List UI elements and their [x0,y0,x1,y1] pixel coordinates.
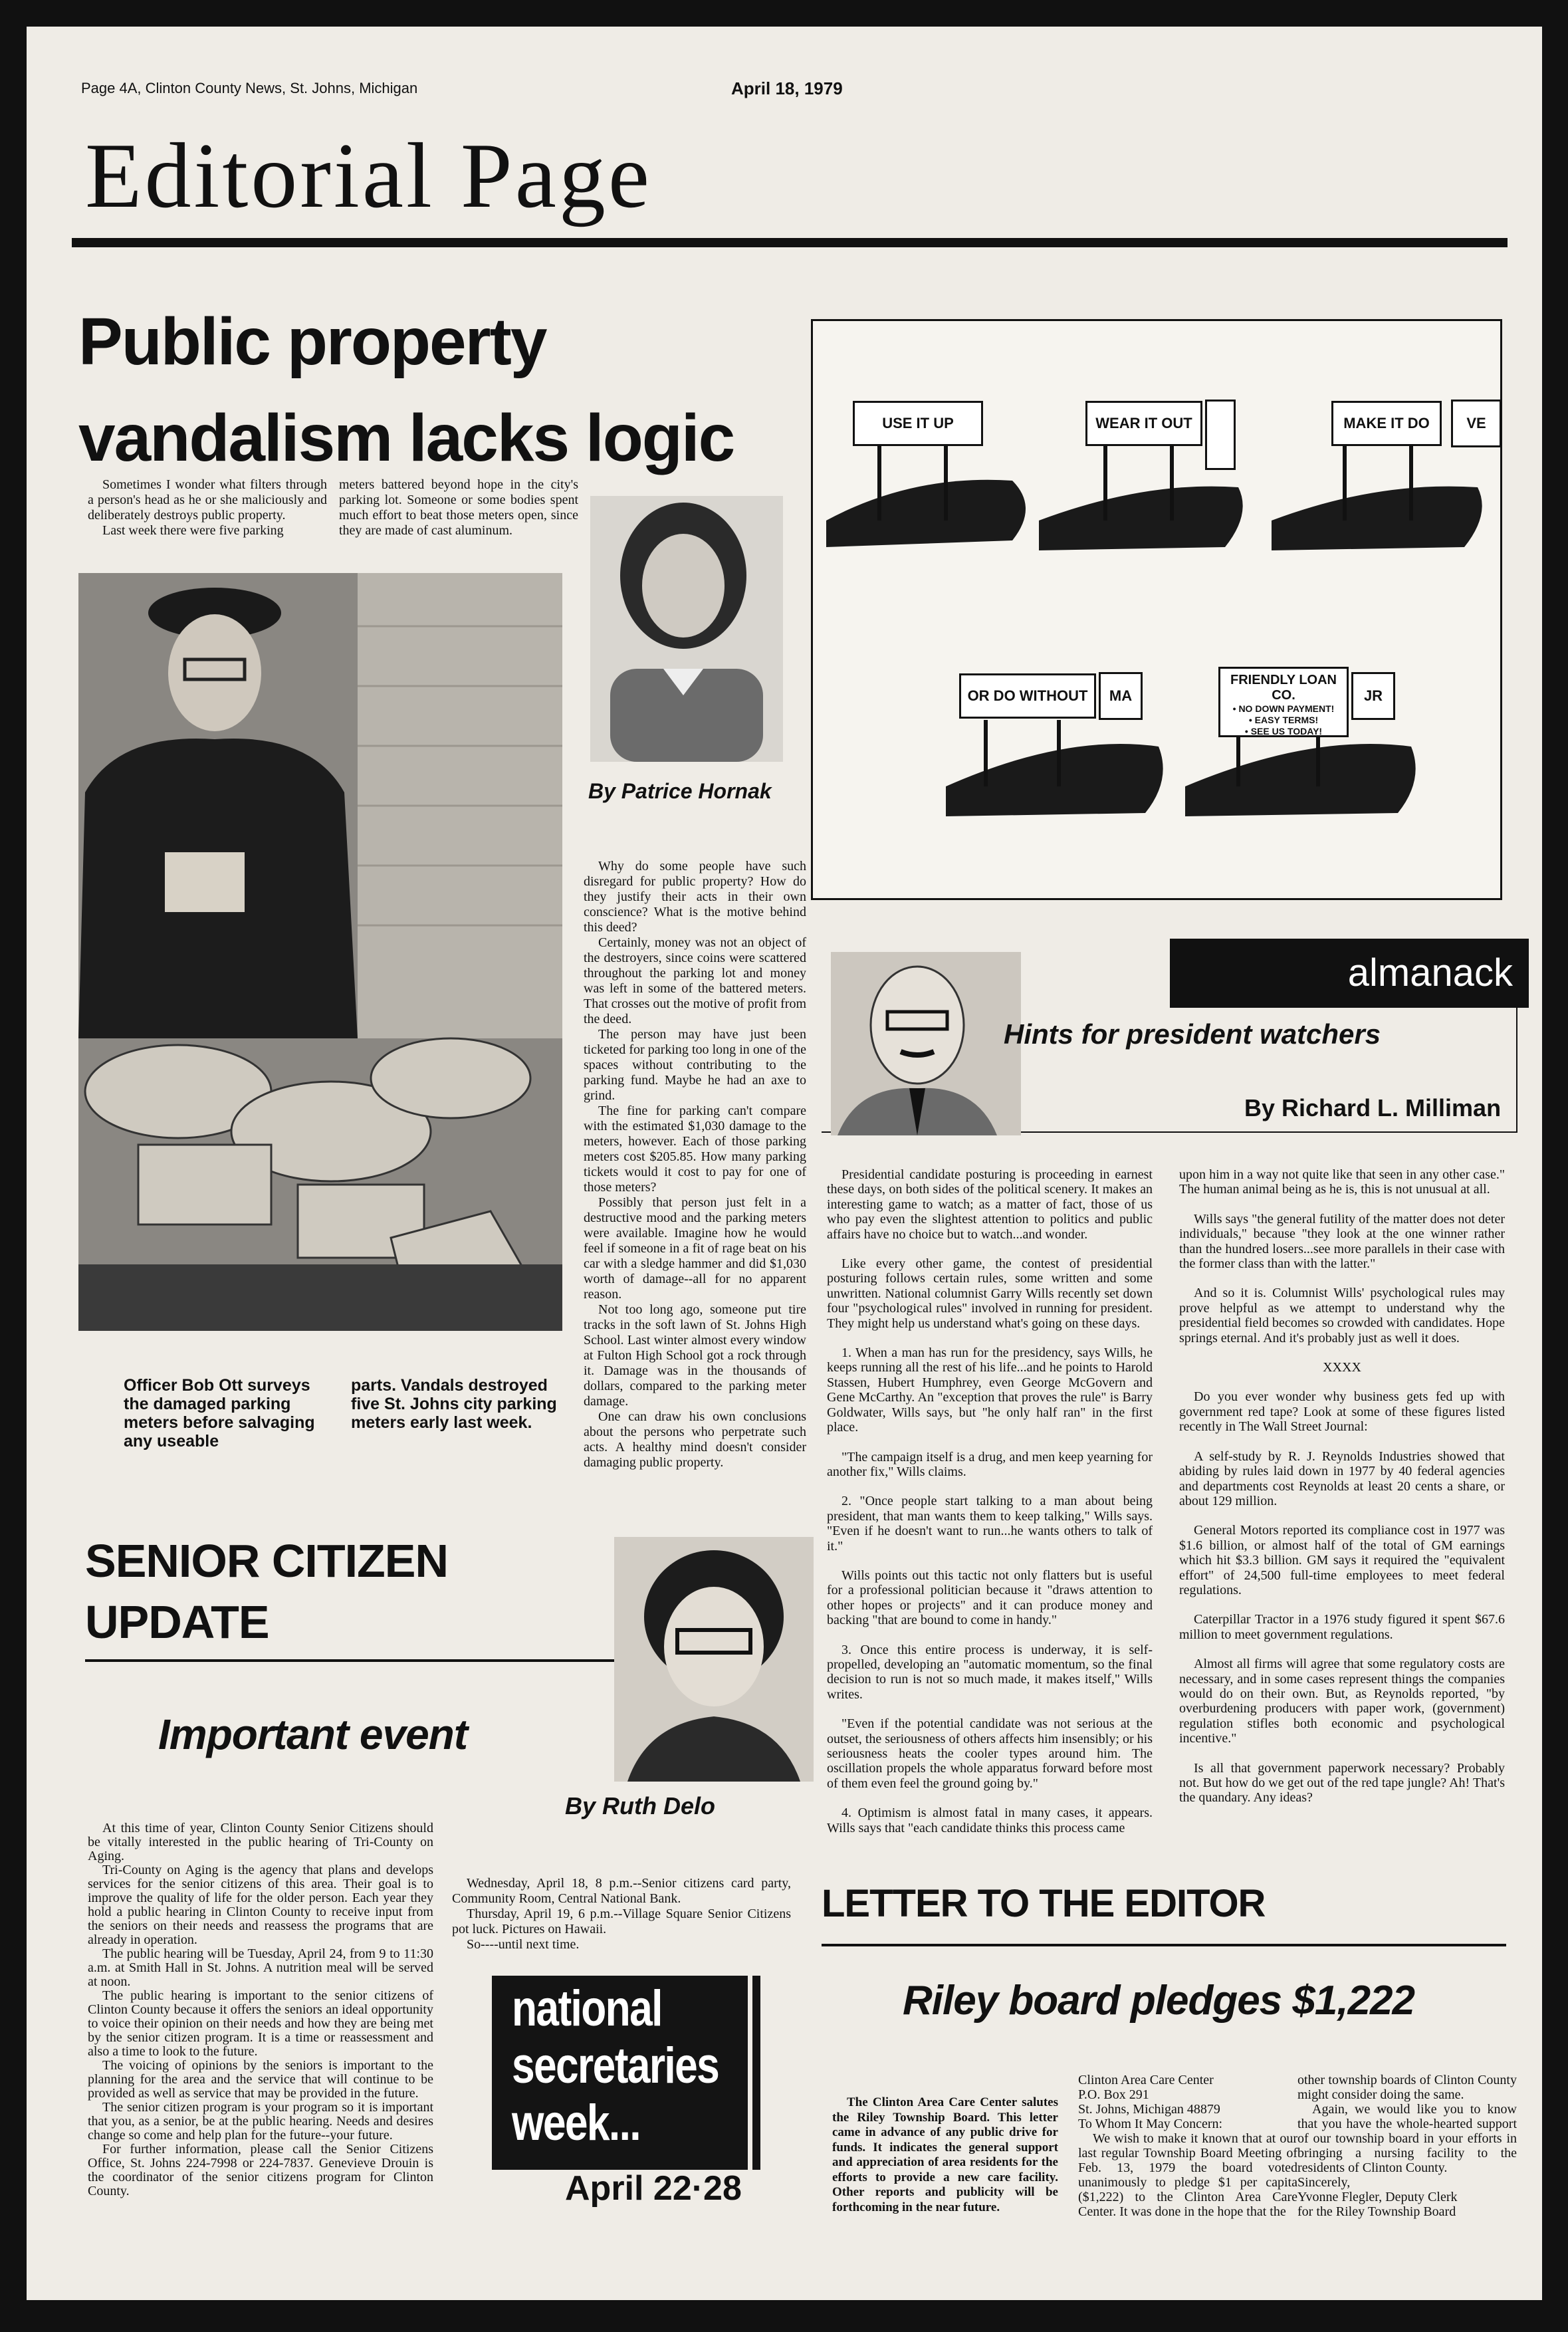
loan-line: • EASY TERMS! [1248,715,1319,725]
sign-make-it-do: MAKE IT DO [1331,401,1442,446]
paragraph: The Clinton Area Care Center salutes the Riley Township Board. This letter came in advance of any public drive for funds. It indicates the general support and appreciation of area residents for the efforts to provide a new care facility. Other reports and publicity will be forthcoming in the near future. [832,2095,1058,2214]
sign-use-it-up: USE IT UP [853,401,983,446]
letter-col1 [1078,2073,1297,2219]
almanack-byline: By Richard L. Milliman [1244,1094,1502,1121]
paragraph: The public hearing is important to the senior citizens of Clinton County because it offers the seniors an ideal opportunity to voice their opinion on their needs and how they are being met by the senior citizen program. It is a time or reassessment and also a time to look to the future. [88,1988,433,2059]
ruth-delo-photo [614,1537,814,1782]
sign-fragment-ve: VE [1451,400,1502,447]
vandalism-headline-line2: vandalism lacks logic [78,401,734,475]
vandalism-body [584,859,806,1470]
paragraph: Do you ever wonder why business gets fed up with government red tape? Look at some of these figures listed recently in The Wall Street Journal: [1179,1389,1505,1435]
senior-events [452,1876,791,1952]
address-line: Clinton Area Care Center [1078,2073,1214,2087]
vandalism-intro-col1 [88,477,327,538]
loan-title: FRIENDLY LOAN CO. [1230,673,1337,703]
paragraph: We wish to make it known that at our last regular Township Board Meeting of Feb. 13, 1979 the board voted unanimously to pledge $1 per capita ($1,222) to the Clinton Area Care Center. It was done in the hope that the [1078,2131,1297,2219]
paragraph: 4. Optimism is almost fatal in many cases, it appears. Wills says that "each candidate thinks this process came [827,1806,1153,1835]
paragraph: upon him in a way not quite like that seen in any other case." The human animal being as he is, this is not unusual at all. [1179,1167,1505,1197]
ad-line-1: national [512,1980,662,2037]
letter-intro [832,2095,1058,2215]
paragraph: The person may have just been ticketed for parking too long in one of the spaces without contributing to the parking fund. Maybe he had an axe to grind. [584,1027,806,1103]
letter-headline: Riley board pledges $1,222 [903,1978,1415,2024]
address-line: St. Johns, Michigan 48879 [1078,2102,1220,2117]
separator: XXXX [1323,1360,1361,1375]
photo-caption-2: parts. Vandals destroyed five St. Johns city parking meters early last week. [351,1376,557,1432]
paragraph: A self-study by R. J. Reynolds Industries showed that abiding by rules laid down in 1977 by 40 federal agencies and departments cost Reynolds at least 20 cents a share, or about 129 million. [1179,1449,1505,1508]
senior-headline-line1: SENIOR CITIZEN [85,1535,449,1587]
paragraph: Tri-County on Aging is the agency that plans and develops services for the senior citizens of this area. Their goal is to improve the quality of life for the older person. Each year they hold a public hearing in Clinton County to receive input from the seniors on their needs and reassess the programs that are already in operation. [88,1863,433,1947]
vandalism-byline: By Patrice Hornak [588,779,772,803]
signature-org: for the Riley Township Board [1297,2204,1456,2219]
paragraph: Why do some people have such disregard for public property? How do they justify their acts in their own conscience? What is the motive behind this deed? [584,859,806,935]
paragraph: Not too long ago, someone put tire tracks in the soft lawn of St. Johns High School. Last winter almost every window at Fulton High School got a rock through it. Damage was in the thousands of dollars, compared to the parking meter damage. [584,1302,806,1409]
paragraph: Wills points out this tactic not only flatters but is useful for a professional politician because it "draws attention to other hopes or projects" and it can produce money and backing "that are bound to come in handy." [827,1568,1153,1628]
letter-rule [822,1944,1506,1946]
ad-line-3: week... [512,2095,640,2151]
paragraph: Certainly, money was not an object of the destroyers, since coins were scattered throughout the parking lot and money was left in some of the battered meters. That crosses out the motive of profit from the deed. [584,935,806,1026]
paragraph: "The campaign itself is a drug, and men keep yearning for another fix," Wills claims. [827,1449,1153,1479]
paragraph: 2. "Once people start talking to a man about being president, that man wants them to keep talking," Wills says. "Even if he doesn't want to run...he wants others to talk of it." [827,1494,1153,1554]
patrice-hornak-photo [590,496,783,762]
masthead-rule [72,238,1508,247]
paragraph: Possibly that person just felt in a destructive mood and the parking meters were available. Imagine how he would feel if someone in a fit of rage beat on his car with a sledge hammer and did $1,030 worth of damage--all for no apparent reason. [584,1195,806,1302]
loan-line: • SEE US TODAY! [1244,726,1323,737]
page-line: Page 4A, Clinton County News, St. Johns, Michigan [81,80,418,96]
paragraph: 1. When a man has run for the presidency, says Wills, he keeps running all the rest of his life...and he points to Harold Stassen, Hubert Humphrey, even George McGovern and Gene McCarthy. An "exception that proves the rule" is Barry Goldwater, Wills says, but "he only half ran" in the first place. [827,1345,1153,1435]
officer-meters-photo [78,573,562,1331]
closing: Sincerely, [1297,2175,1351,2190]
page-title: Editorial Page [85,124,653,227]
address-line: P.O. Box 291 [1078,2087,1149,2102]
newspaper-page [27,27,1542,2300]
portrait-illustration [831,952,1021,1135]
almanack-col2 [1179,1167,1505,1806]
loan-line: • NO DOWN PAYMENT! [1232,703,1335,714]
issue-date: April 18, 1979 [731,78,843,98]
signature: Yvonne Flegler, Deputy Clerk [1297,2190,1458,2204]
senior-byline: By Ruth Delo [565,1792,716,1819]
event-item: Wednesday, April 18, 8 p.m.--Senior citizens card party, Community Room, Central National Bank. [452,1876,791,1906]
almanack-headline: Hints for president watchers [1004,1018,1381,1050]
letter-label: LETTER TO THE EDITOR [822,1882,1266,1925]
paragraph: And so it is. Columnist Wills' psychological rules may prove helpful as we attempt to understand why the presidential field becomes so crowded with candidates. Hope springs eternal. And it's probably just as well it does. [1179,1286,1505,1345]
senior-rule [85,1659,617,1662]
paragraph: Again, we would like you to know that you have the whole-hearted support of our township board in your efforts in bringing a nursing facility to the residents of Clinton County. [1297,2102,1517,2175]
billboard-cartoon [811,319,1502,900]
paragraph: Like every other game, the contest of presidential posturing follows certain rules, some written and some unwritten. National columnist Garry Wills recently set down four "psychological rules" involved in running for president. They might help us understand what's going on these days. [827,1256,1153,1331]
paragraph: The voicing of opinions by the seniors is important to the planning for the area and the service that will continue to be provided as well as service that may be provided in the future. [88,2058,433,2101]
paragraph: For further information, please call the Senior Citizens Office, St. Johns 224-7998 or 224-7837. Genevieve Drouin is the coordinator of the senior citizens program for Clinton County. [88,2142,433,2198]
paragraph: Is all that government paperwork necessary? Probably not. But how do we get out of the red tape jungle? Ah! That's the quandary. Any ideas? [1179,1760,1505,1806]
vandalism-intro-col2 [339,477,578,538]
officer-illustration [78,573,562,1331]
paragraph: At this time of year, Clinton County Senior Citizens should be vitally interested in the public hearing of Tri-County on Aging. [88,1821,433,1863]
paragraph: Wills says "the general futility of the matter does not deter individuals," because "they look at the one winner rather than the hundred losers...see more parallels in their case with the former class than with the latter." [1179,1211,1505,1272]
paragraph: 3. Once this entire process is underway, it is self-propelled, developing an "automatic momentum, so the final decision to run is not so much made, it makes itself," Wills writes. [827,1642,1153,1702]
paragraph: meters battered beyond hope in the city's parking lot. Someone or some bodies spent much effort to beat those meters open, since they are made of cast aluminum. [339,477,578,538]
paragraph: Last week there were five parking [102,523,284,538]
paragraph: The fine for parking can't compare with the estimated $1,030 damage to the meters, however. Each of those parking meters cost $205.85. How many parking tickets would it cost to pay for one of those meters? [584,1104,806,1195]
salutation: To Whom It May Concern: [1078,2117,1223,2131]
ad-dates: April 22·28 [565,2169,742,2208]
paragraph: The public hearing will be Tuesday, April 24, from 9 to 11:30 a.m. at Smith Hall in St. Johns. A nutrition meal will be served at noon. [88,1946,433,1989]
ad-line-2: secretaries [512,2038,719,2094]
sign-fragment-ma: MA [1099,672,1143,720]
portrait-illustration [590,496,783,762]
paragraph: General Motors reported its compliance cost in 1977 was $1.6 billion, or almost half of the total of GM earnings which hit $3.3 billion. GM says it required the "equivalent effort" of 24,500 full-time employees to meet federal regulations. [1179,1523,1505,1597]
secretaries-week-ad [492,1976,748,2170]
paragraph: Presidential candidate posturing is proceeding in earnest these days, on both sides of the political scenery. It makes an interesting game to watch; as a matter of fact, those of us who pay even the slightest attention to politics and public affairs have no choice but to watch...and wonder. [827,1167,1153,1242]
letter-col2 [1297,2073,1517,2219]
paragraph: One can draw his own conclusions about the persons who perpetrate such acts. A healthy mind doesn't consider damaging public property. [584,1409,806,1470]
paragraph: "Even if the potential candidate was not serious at the outset, the seriousness of others affects him insensibly; or his seriousness heats the cooler types around him. The oscillation propels the whole apparatus forward before most of them even feel the ground going by." [827,1716,1153,1791]
sign-fragment-jr: JR [1351,672,1395,720]
vandalism-headline-line1: Public property [78,304,546,379]
almanack-label: almanack [1170,939,1529,1008]
photo-caption-1: Officer Bob Ott surveys the damaged parking meters before salvaging any useable [124,1376,315,1451]
paragraph: Sometimes I wonder what filters through a person's head as he or she maliciously and deliberately destroys public property. [88,477,327,523]
portrait-illustration [614,1537,814,1782]
event-item: So----until next time. [467,1937,580,1952]
senior-subhead: Important event [158,1710,468,1758]
richard-milliman-photo [831,952,1021,1135]
paragraph: Caterpillar Tractor in a 1976 study figured it spent $67.6 million to meet government regulations. [1179,1612,1505,1642]
paragraph: Almost all firms will agree that some regulatory costs are necessary, and in some cases represent things the companies would do on their own. But, as Reynolds reported, "by overburdening producers with paper work, (government) regulation stifles both economic and psychological incentive." [1179,1657,1505,1746]
sign-fragment [1205,400,1236,470]
event-item: Thursday, April 19, 6 p.m.--Village Square Senior Citizens pot luck. Pictures on Hawaii. [452,1907,791,1936]
senior-headline-line2: UPDATE [85,1596,269,1648]
ad-side-bar [752,1976,760,2170]
sign-wear-it-out: WEAR IT OUT [1085,401,1202,446]
paragraph: other township boards of Clinton County might consider doing the same. [1297,2073,1517,2102]
sign-friendly-loan [1218,667,1349,737]
paragraph: The senior citizen program is your program so it is important that you, as a senior, be at the public hearing. Needs and desires change so come and help plan for the future--your future. [88,2100,433,2143]
senior-body [88,1821,433,2198]
sign-or-do-without: OR DO WITHOUT [959,673,1096,719]
almanack-col1 [827,1167,1153,1835]
